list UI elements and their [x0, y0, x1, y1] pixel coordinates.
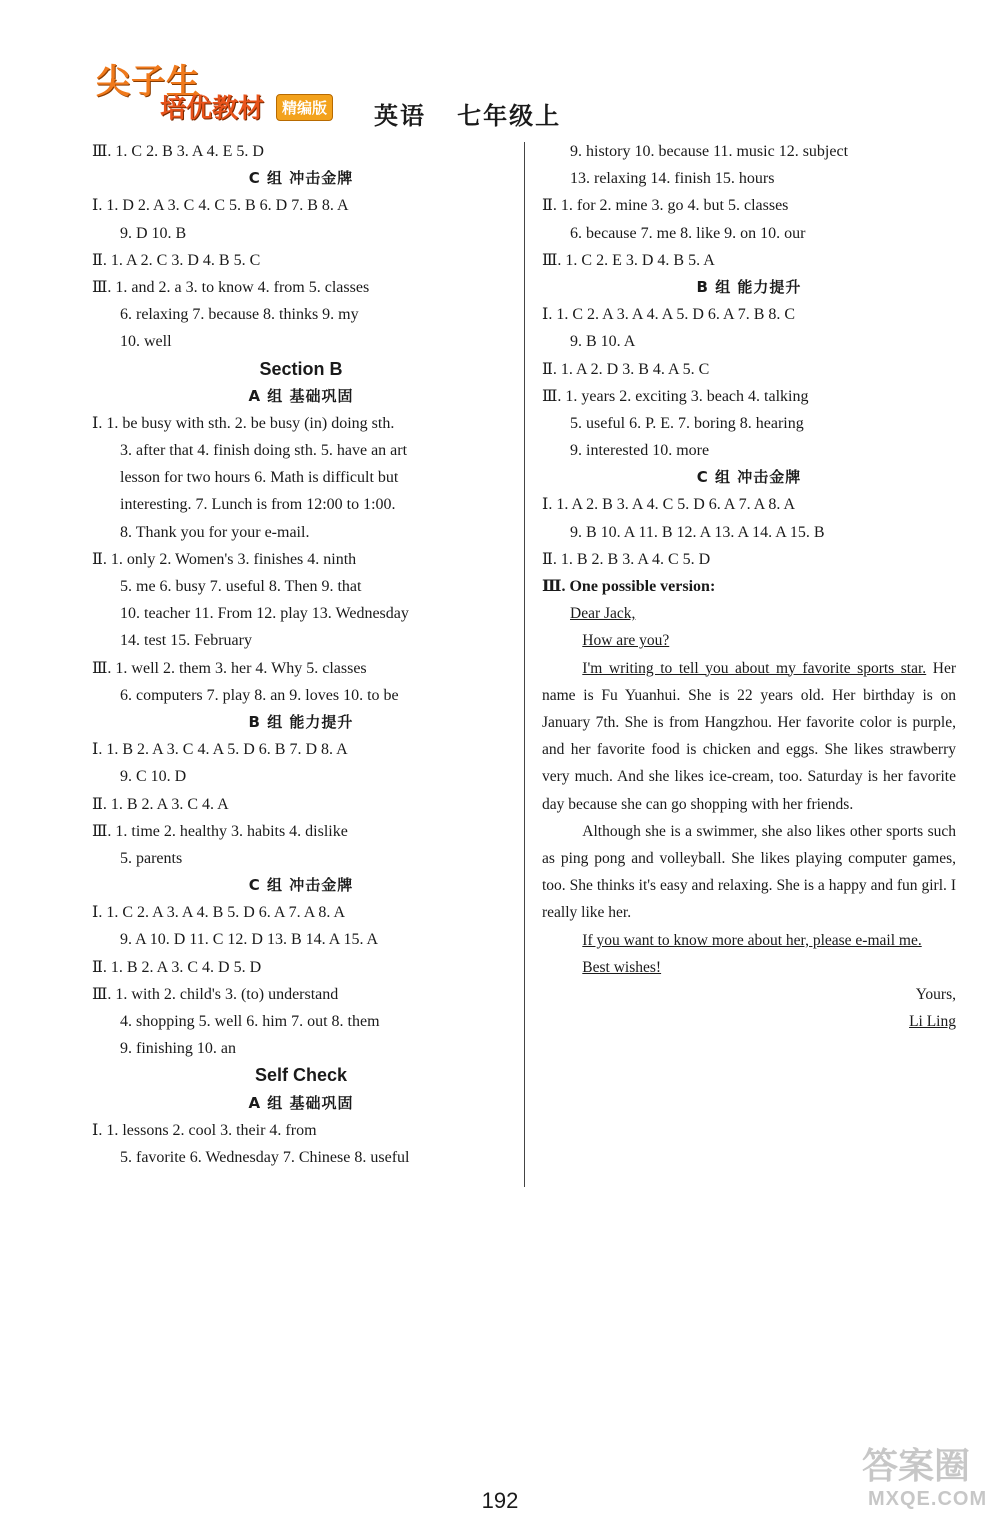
- section-heading: Self Check: [254, 1065, 348, 1086]
- group-heading: B 组 能力提升: [696, 277, 802, 296]
- answer-line: 10. teacher 11. From 12. play 13. Wednesday: [120, 605, 409, 623]
- answer-line: Ⅲ. 1. time 2. healthy 3. habits 4. dislike: [92, 822, 348, 840]
- answer-line: Ⅲ. 1. and 2. a 3. to know 4. from 5. classes: [92, 278, 370, 296]
- answer-line: 14. test 15. February: [120, 632, 252, 650]
- letter-salutation: Dear Jack,: [570, 605, 636, 623]
- answer-line: 9. history 10. because 11. music 12. subject: [570, 143, 849, 160]
- book-title: 英语 七年级上: [374, 102, 562, 130]
- answer-line: Ⅰ. 1. C 2. A 3. A 4. B 5. D 6. A 7. A 8. A: [92, 904, 346, 922]
- answer-line: Ⅰ. 1. be busy with sth. 2. be busy (in) doing sth.: [92, 414, 395, 432]
- answer-line: 10. well: [120, 333, 172, 351]
- answer-heading: Ⅲ. One possible version:: [542, 578, 716, 595]
- answer-line: Ⅲ. 1. with 2. child's 3. (to) understand: [92, 985, 339, 1003]
- answer-line: 5. favorite 6. Wednesday 7. Chinese 8. useful: [120, 1148, 410, 1166]
- group-heading: C 组 冲击金牌: [248, 169, 354, 188]
- sample-letter: [542, 600, 956, 1035]
- group-heading: C 组 冲击金牌: [248, 876, 354, 895]
- answer-line: 9. A 10. D 11. C 12. D 13. B 14. A 15. A: [120, 931, 379, 949]
- answer-line: Ⅲ. 1. years 2. exciting 3. beach 4. talking: [542, 387, 809, 405]
- answer-line: 9. B 10. A 11. B 12. A 13. A 14. A 15. B: [570, 523, 825, 541]
- letter-paragraph-3: If you want to know more about her, please e-mail me.: [582, 931, 922, 949]
- answer-line: 8. Thank you for your e-mail.: [120, 523, 310, 541]
- right-answer-lines: [542, 138, 956, 600]
- letter-paragraph-2: Although she is a swimmer, she also likes other sports such as ping pong and volleyball. She likes playing computer games, too. She thinks it's easy and relaxing. She is a happy and fun girl. I really like her.: [542, 822, 956, 922]
- letter-signoff: Yours,: [915, 986, 956, 1004]
- answer-line: interesting. 7. Lunch is from 12:00 to 1:00.: [120, 496, 396, 514]
- answer-line: 3. after that 4. finish doing sth. 5. have an art: [120, 442, 408, 460]
- page-header: [88, 52, 688, 132]
- letter-closing: Best wishes!: [582, 958, 662, 976]
- answer-line: 5. useful 6. P. E. 7. boring 8. hearing: [570, 414, 804, 432]
- answer-line: Ⅱ. 1. B 2. A 3. C 4. D 5. D: [92, 958, 262, 976]
- letter-paragraph-1: I'm writing to tell you about my favorite sports star. Her name is Fu Yuanhui. She is 22 years old. Her birthday is on January 7th. She is from Hangzhou. Her favorite color is purple, and her favorite food is chicken and eggs. She likes strawberry very much. And she likes ice-cream, too. Saturday is her favorite day because she can go shopping with her friends.: [542, 659, 956, 813]
- answer-line: Ⅰ. 1. A 2. B 3. A 4. C 5. D 6. A 7. A 8. A: [542, 496, 796, 514]
- column-divider: [524, 142, 525, 1187]
- page-number: 192: [481, 1488, 519, 1513]
- letter-signature: Li Ling: [909, 1013, 956, 1031]
- answer-line: Ⅰ. 1. lessons 2. cool 3. their 4. from: [92, 1121, 317, 1139]
- publisher-logo: [88, 52, 358, 128]
- answer-line: 5. me 6. busy 7. useful 8. Then 9. that: [120, 578, 362, 595]
- group-heading: B 组 能力提升: [248, 712, 354, 731]
- answer-line: Ⅱ. 1. B 2. A 3. C 4. A: [92, 795, 229, 813]
- answer-line: 6. computers 7. play 8. an 9. loves 10. to be: [120, 686, 399, 704]
- answer-line: Ⅱ. 1. A 2. C 3. D 4. B 5. C: [92, 251, 261, 269]
- watermark-url: MXQE.COM: [868, 1488, 988, 1510]
- left-column: [92, 138, 510, 1171]
- answer-line: Ⅱ. 1. A 2. D 3. B 4. A 5. C: [542, 360, 710, 378]
- answer-line: 9. interested 10. more: [570, 442, 710, 460]
- answer-line: 13. relaxing 14. finish 15. hours: [570, 170, 775, 188]
- answer-line: 6. relaxing 7. because 8. thinks 9. my: [120, 306, 359, 324]
- answer-line: 9. finishing 10. an: [120, 1040, 236, 1058]
- answer-line: 6. because 7. me 8. like 9. on 10. our: [570, 224, 806, 242]
- group-heading: C 组 冲击金牌: [696, 468, 802, 487]
- letter-greeting: How are you?: [582, 632, 670, 650]
- answer-line: 5. parents: [120, 849, 183, 867]
- answer-line: Ⅰ. 1. B 2. A 3. C 4. A 5. D 6. B 7. D 8. A: [92, 741, 348, 759]
- answer-line: lesson for two hours 6. Math is difficult but: [120, 469, 399, 487]
- logo-badge: 精编版: [276, 94, 333, 121]
- group-heading: A 组 基础巩固: [248, 1093, 354, 1112]
- answer-line: 4. shopping 5. well 6. him 7. out 8. them: [120, 1013, 380, 1030]
- answer-line: Ⅰ. 1. D 2. A 3. C 4. C 5. B 6. D 7. B 8. A: [92, 197, 349, 215]
- logo-text-top: 尖子生: [96, 62, 201, 102]
- right-column: [542, 138, 956, 1035]
- answer-line: Ⅲ. 1. C 2. E 3. D 4. B 5. A: [542, 251, 715, 269]
- answer-line: Ⅲ. 1. C 2. B 3. A 4. E 5. D: [92, 143, 264, 160]
- logo-text-bottom: 培优教材: [160, 94, 265, 124]
- answer-line: Ⅱ. 1. only 2. Women's 3. finishes 4. ninth: [92, 550, 357, 568]
- answer-line: Ⅰ. 1. C 2. A 3. A 4. A 5. D 6. A 7. B 8. C: [542, 306, 796, 324]
- section-heading: Section B: [259, 358, 343, 379]
- answer-line: 9. B 10. A: [570, 333, 636, 351]
- answer-line: 9. D 10. B: [120, 224, 187, 242]
- answer-line: Ⅱ. 1. for 2. mine 3. go 4. but 5. classes: [542, 197, 789, 215]
- watermark-logo: [862, 1438, 988, 1524]
- answer-line: 9. C 10. D: [120, 768, 187, 786]
- answer-line: Ⅱ. 1. B 2. B 3. A 4. C 5. D: [542, 550, 711, 568]
- group-heading: A 组 基础巩固: [248, 386, 354, 405]
- answer-line: Ⅲ. 1. well 2. them 3. her 4. Why 5. classes: [92, 659, 367, 677]
- watermark-text: 答案圈: [862, 1446, 971, 1487]
